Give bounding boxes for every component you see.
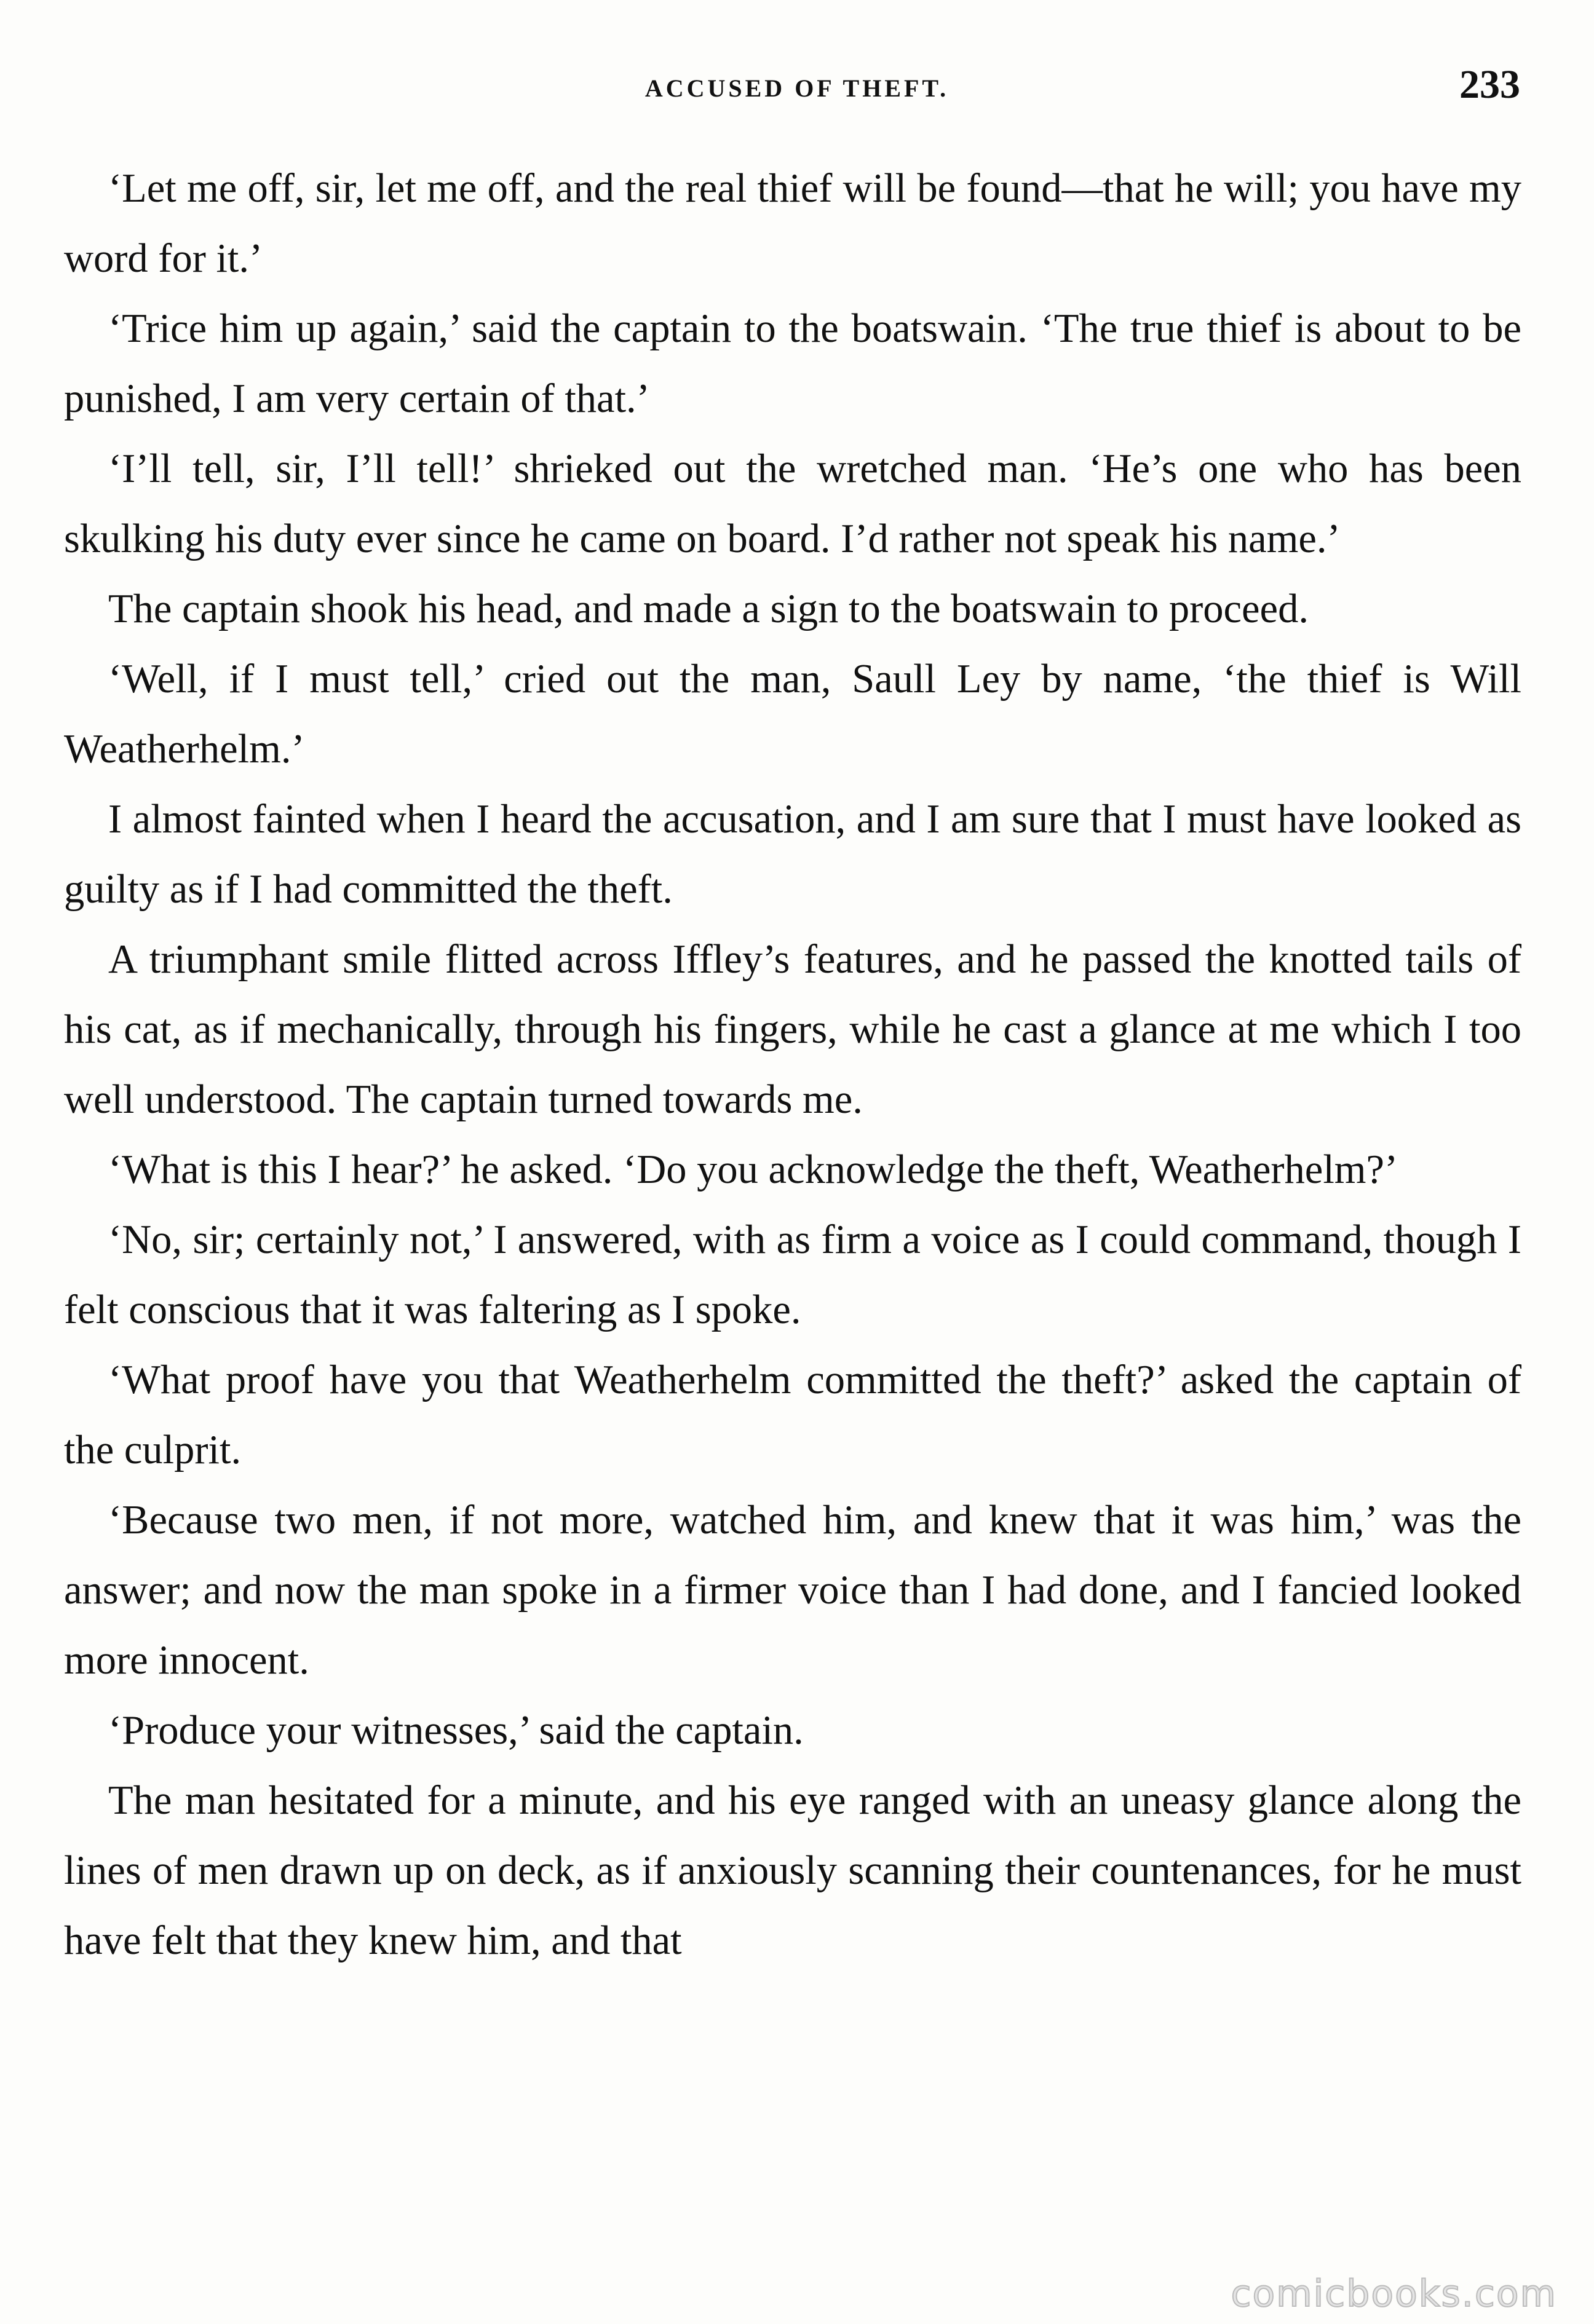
watermark: comicbooks.com: [1231, 2272, 1557, 2315]
body-text: [64, 154, 1521, 1976]
paragraph: A triumphant smile flitted across Iffley’s features, and he passed the knotted tails of his cat, as if mechanically, through his fingers, while he cast a glance at me which I too well understood. The captain turned towards me.: [64, 937, 1521, 1122]
running-title: ACCUSED OF THEFT.: [644, 74, 950, 102]
paragraph: ‘What proof have you that Weatherhelm committed the theft?’ asked the captain of the culprit.: [64, 1358, 1521, 1472]
paragraph: ‘No, sir; certainly not,’ I answered, with as firm a voice as I could command, though I felt conscious that it was faltering as I spoke.: [64, 1217, 1521, 1332]
paragraph: The man hesitated for a minute, and his eye ranged with an uneasy glance along the lines of men drawn up on deck, as if anxiously scanning their countenances, for he must have felt that they knew him, and that: [64, 1778, 1521, 1963]
paragraph: ‘Well, if I must tell,’ cried out the man, Saull Ley by name, ‘the thief is Will Weatherhelm.’: [64, 657, 1521, 772]
paragraph: The captain shook his head, and made a sign to the boatswain to proceed.: [108, 587, 1309, 631]
page-number: 233: [1459, 62, 1520, 107]
paragraph: ‘Trice him up again,’ said the captain to the boatswain. ‘The true thief is about to be punished, I am very certain of that.’: [64, 306, 1521, 421]
paragraph: ‘What is this I hear?’ he asked. ‘Do you acknowledge the theft, Weatherhelm?’: [108, 1147, 1398, 1192]
paragraph: ‘I’ll tell, sir, I’ll tell!’ shrieked out the wretched man. ‘He’s one who has been skulking his duty ever since he came on board. I’d rather not speak his name.’: [64, 446, 1521, 561]
running-head: [61, 61, 1533, 117]
paragraph: I almost fainted when I heard the accusation, and I am sure that I must have looked as guilty as if I had committed the theft.: [64, 797, 1521, 912]
paragraph: ‘Let me off, sir, let me off, and the real thief will be found—that he will; you have my word for it.’: [64, 166, 1521, 281]
paragraph: ‘Because two men, if not more, watched him, and knew that it was him,’ was the answer; and now the man spoke in a firmer voice than I had done, and I fancied looked more innocent.: [64, 1498, 1521, 1683]
paragraph: ‘Produce your witnesses,’ said the captain.: [108, 1708, 804, 1753]
